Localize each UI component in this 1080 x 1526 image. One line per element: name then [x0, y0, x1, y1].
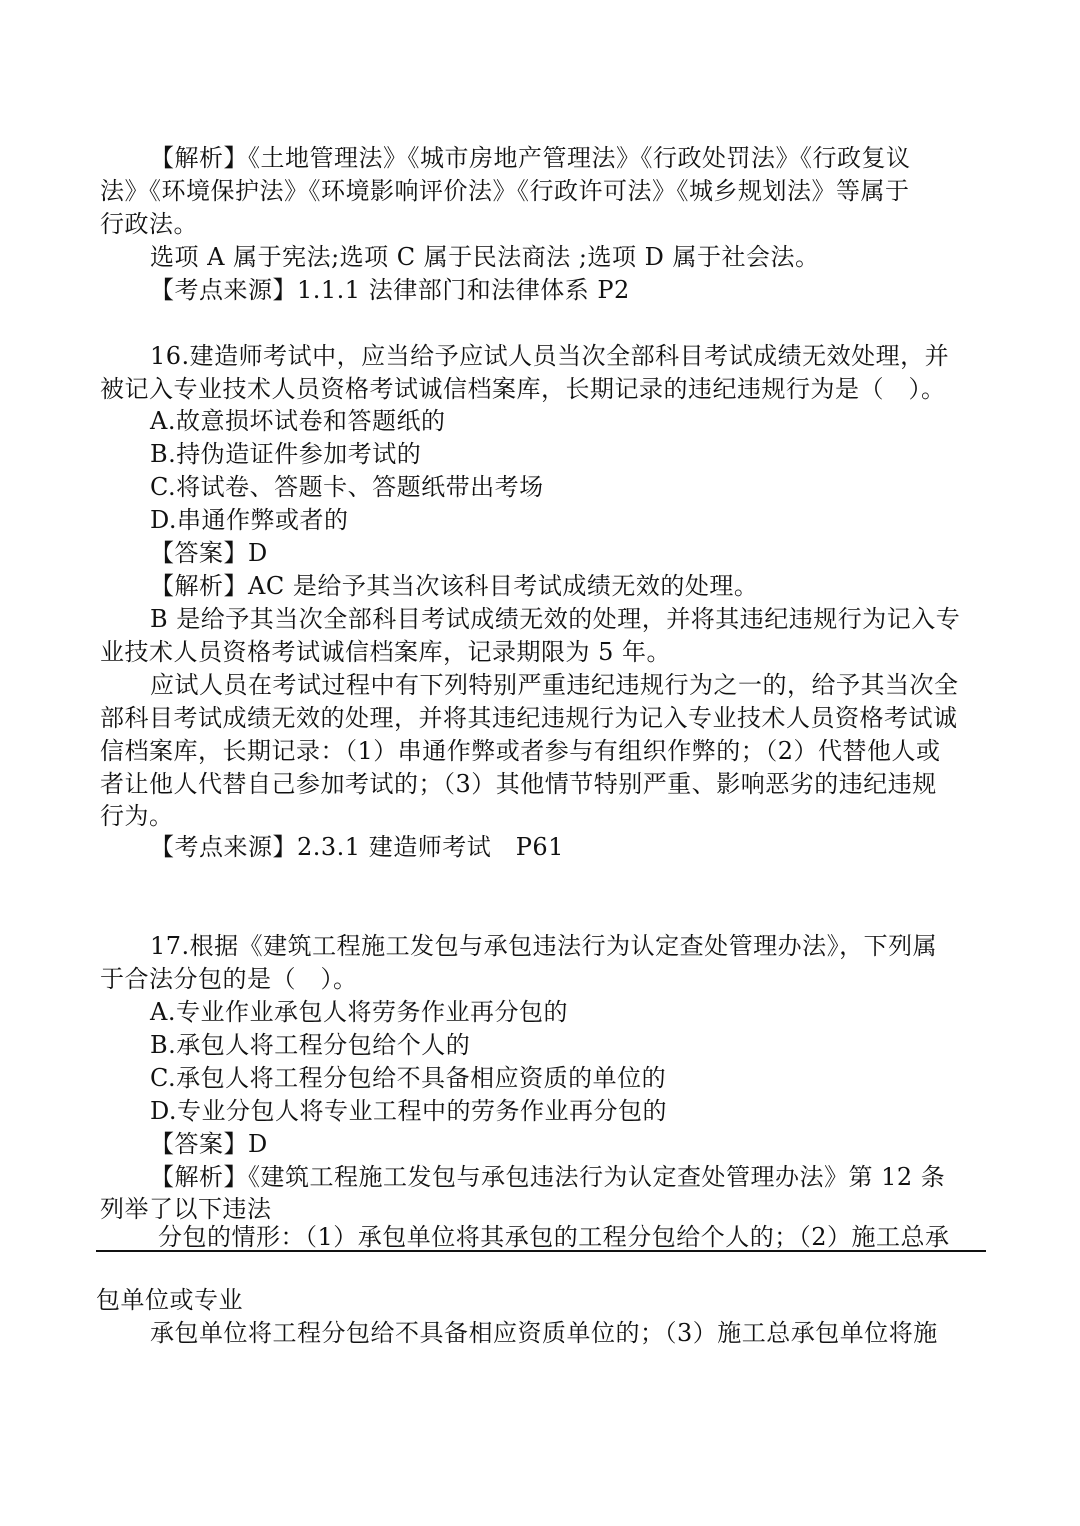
q17-analysis-line-2: 列举了以下违法	[100, 1195, 272, 1223]
q17-option-b: B.承包人将工程分包给个人的	[150, 1031, 471, 1059]
q15-analysis-line-3: 行政法。	[100, 210, 198, 238]
q16-analysis-line-5: 部科目考试成绩无效的处理，并将其违纪违规行为记入专业技术人员资格考试诚	[100, 704, 958, 732]
q16-answer: 【答案】D	[150, 539, 268, 567]
q17-option-a: A.专业作业承包人将劳务作业再分包的	[150, 998, 568, 1026]
q17-analysis-line-3: 分包的情形：（1）承包单位将其承包的工程分包给个人的；（2）施工总承	[158, 1223, 950, 1251]
q15-options-note: 选项 A 属于宪法;选项 C 属于民法商法 ;选项 D 属于社会法。	[150, 243, 820, 271]
q17-answer: 【答案】D	[150, 1130, 268, 1158]
q16-analysis-line-7: 者让他人代替自己参加考试的；（3）其他情节特别严重、影响恶劣的违纪违规	[100, 770, 937, 798]
q16-option-d: D.串通作弊或者的	[150, 506, 349, 534]
q16-option-a: A.故意损坏试卷和答题纸的	[150, 407, 446, 435]
q17-analysis-line-4: 包单位或专业	[96, 1286, 243, 1314]
q16-stem-line-2: 被记入专业技术人员资格考试诚信档案库，长期记录的违纪违规行为是（ ）。	[100, 375, 946, 403]
q17-analysis-line-1: 【解析】《建筑工程施工发包与承包违法行为认定查处管理办法》第 12 条	[150, 1163, 946, 1191]
q16-option-b: B.持伪造证件参加考试的	[150, 440, 422, 468]
q17-analysis-line-5: 承包单位将工程分包给不具备相应资质单位的；（3）施工总承包单位将施	[150, 1319, 938, 1347]
q16-analysis-line-3: 业技术人员资格考试诚信档案库，记录期限为 5 年。	[100, 638, 672, 666]
q17-option-d: D.专业分包人将专业工程中的劳务作业再分包的	[150, 1097, 668, 1125]
q16-source: 【考点来源】2.3.1 建造师考试 P61	[150, 833, 564, 861]
q15-source: 【考点来源】1.1.1 法律部门和法律体系 P2	[150, 276, 630, 304]
q17-stem-line-1: 17.根据《建筑工程施工发包与承包违法行为认定查处管理办法》，下列属	[150, 932, 938, 960]
q15-analysis-line-2: 法》《环境保护法》《环境影响评价法》《行政许可法》《城乡规划法》等属于	[100, 177, 910, 205]
q17-option-c: C.承包人将工程分包给不具备相应资质的单位的	[150, 1064, 667, 1092]
q17-stem-line-2: 于合法分包的是（ ）。	[100, 965, 358, 993]
q16-analysis-line-2: B 是给予其当次全部科目考试成绩无效的处理，并将其违纪违规行为记入专	[150, 605, 961, 633]
q15-analysis-line-1: 【解析】《土地管理法》《城市房地产管理法》《行政处罚法》《行政复议	[150, 144, 911, 172]
q16-stem-line-1: 16.建造师考试中，应当给予应试人员当次全部科目考试成绩无效处理，并	[150, 342, 950, 370]
q16-analysis-line-1: 【解析】AC 是给予其当次该科目考试成绩无效的处理。	[150, 572, 759, 600]
q16-analysis-line-6: 信档案库，长期记录：（1）串通作弊或者参与有组织作弊的；（2）代替他人或	[100, 737, 941, 765]
horizontal-rule	[96, 1250, 986, 1252]
q16-analysis-line-8: 行为。	[100, 802, 174, 830]
q16-option-c: C.将试卷、答题卡、答题纸带出考场	[150, 473, 544, 501]
q16-analysis-line-4: 应试人员在考试过程中有下列特别严重违纪违规行为之一的，给予其当次全	[150, 671, 959, 699]
